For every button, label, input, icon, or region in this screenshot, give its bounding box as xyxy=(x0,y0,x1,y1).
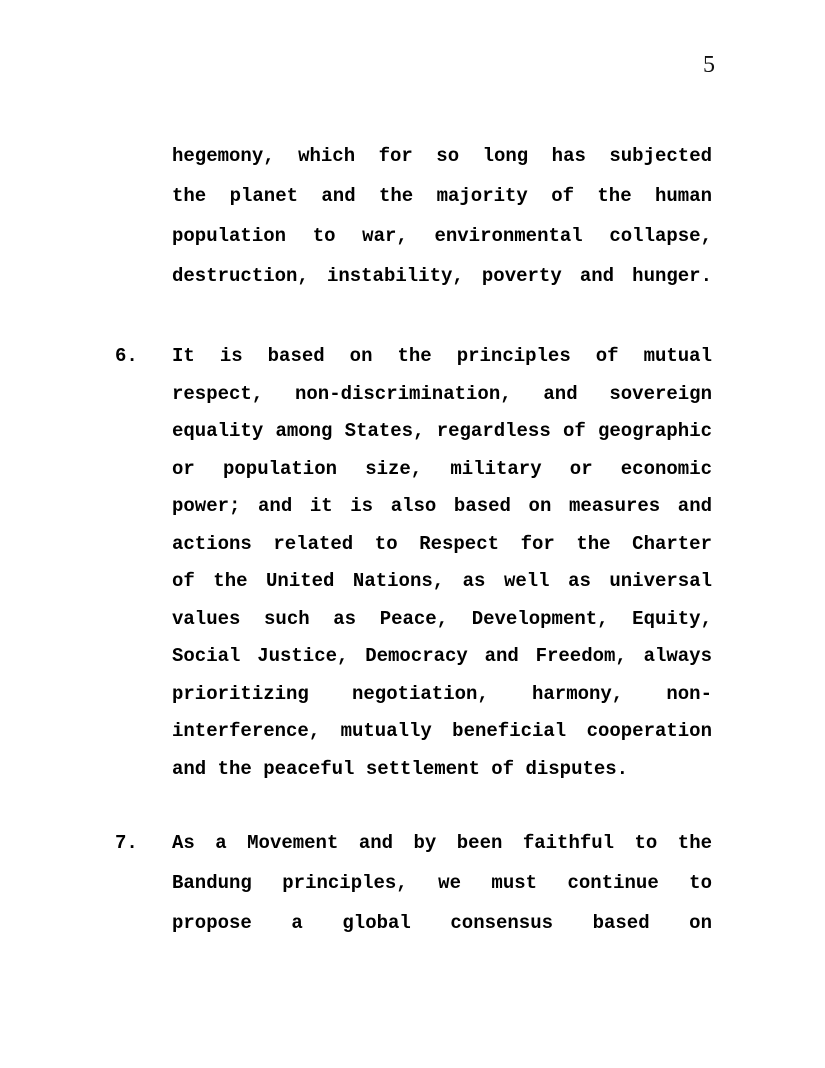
text-line: the planet and the majority of the human xyxy=(172,185,712,207)
paragraph-continuation xyxy=(115,136,712,296)
text-line: actions related to Respect for the Charter xyxy=(172,532,712,555)
paragraph-number: 6. xyxy=(115,345,138,367)
text-line: population to war, environmental collapse, xyxy=(172,225,712,247)
page-number: 5 xyxy=(703,52,715,78)
paragraph-6 xyxy=(115,338,712,788)
text-line: propose a global consensus based on xyxy=(172,912,712,934)
text-line: values such as Peace, Development, Equity, xyxy=(172,607,712,630)
text-line: respect, non-discrimination, and sovereign xyxy=(172,382,712,405)
text-line: interference, mutually beneficial cooperation xyxy=(172,720,712,742)
paragraph-text xyxy=(172,136,712,296)
paragraph-text xyxy=(172,823,712,943)
paragraph-7 xyxy=(115,823,712,943)
paragraph-number: 7. xyxy=(115,832,138,854)
text-line: or population size, military or economic xyxy=(172,457,712,480)
text-line: of the United Nations, as well as universal xyxy=(172,570,712,592)
text-line: and the peaceful settlement of disputes. xyxy=(172,757,629,780)
text-line: destruction, instability, poverty and hunger. xyxy=(172,265,712,287)
text-line: equality among States, regardless of geographic xyxy=(172,420,712,442)
text-line: prioritizing negotiation, harmony, non- xyxy=(172,682,712,705)
text-line: It is based on the principles of mutual xyxy=(172,345,712,367)
text-line: power; and it is also based on measures and xyxy=(172,495,712,517)
paragraph-text xyxy=(172,338,712,788)
text-line: As a Movement and by been faithful to the xyxy=(172,832,712,854)
text-line: hegemony, which for so long has subjected xyxy=(172,145,712,167)
text-line: Social Justice, Democracy and Freedom, always xyxy=(172,645,712,667)
text-line: Bandung principles, we must continue to xyxy=(172,872,712,894)
